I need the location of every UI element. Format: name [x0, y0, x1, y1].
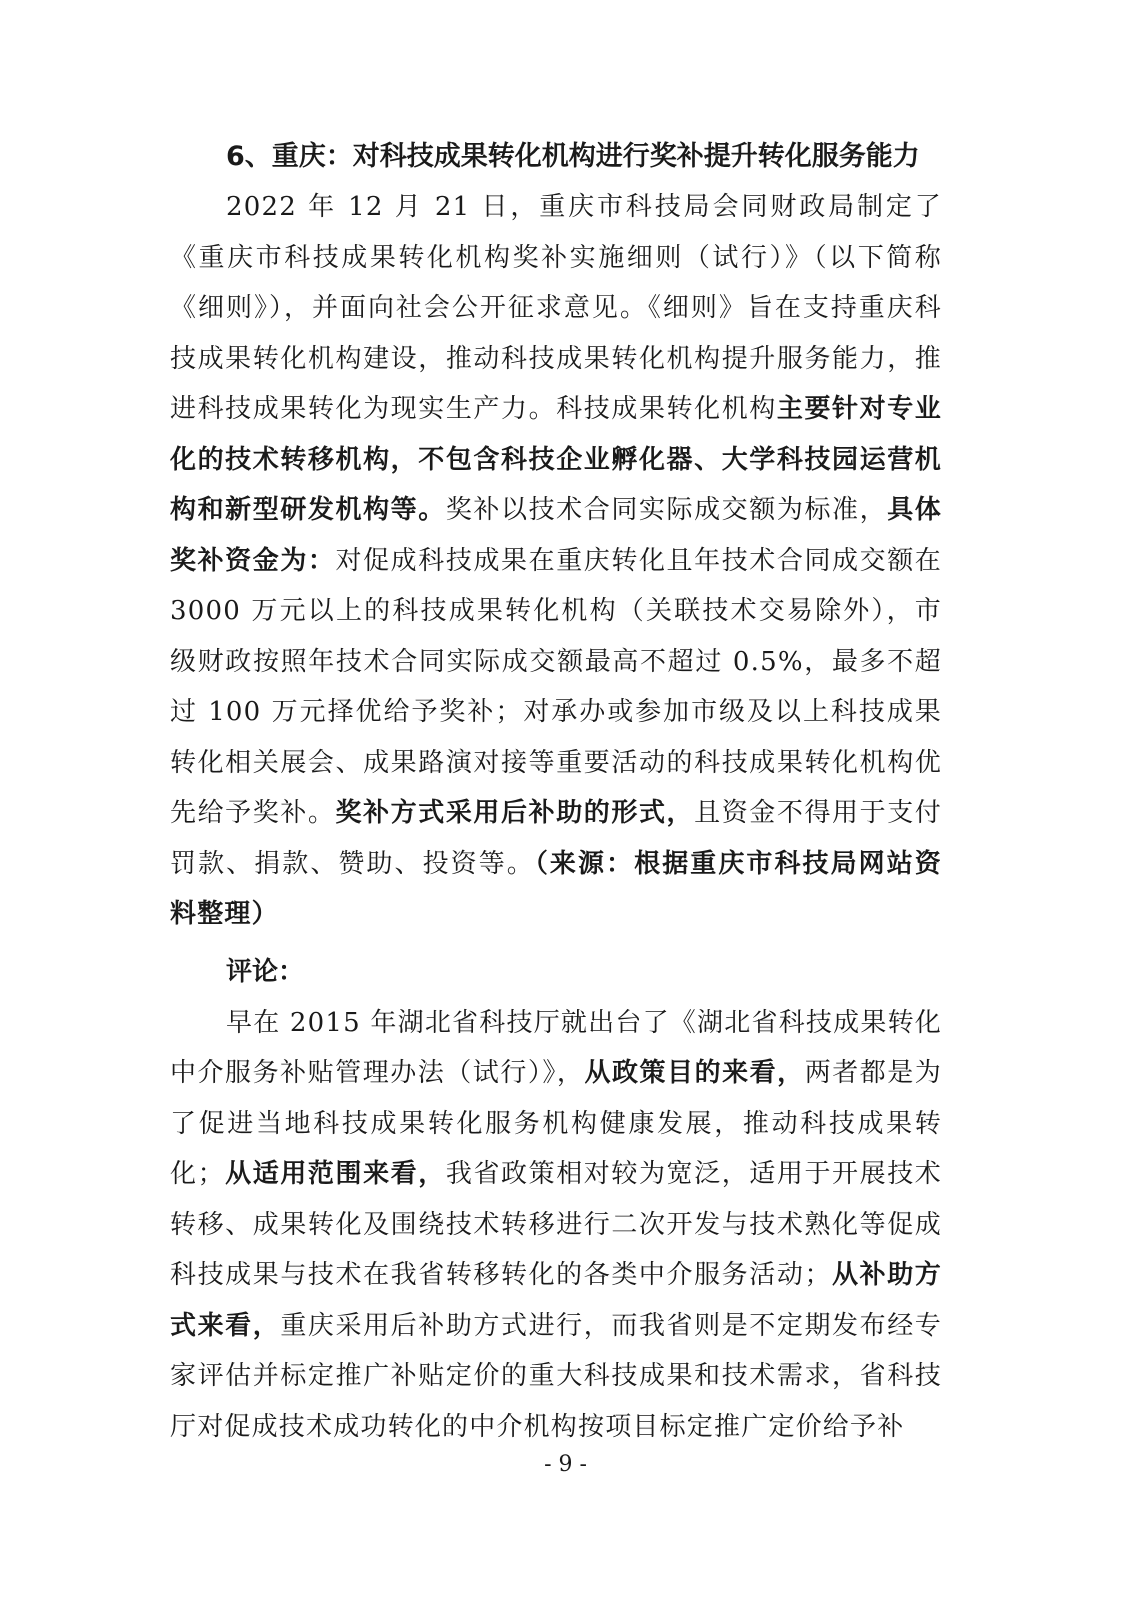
text-segment: 2022 年 12 月 21 日，重庆市科技局会同财政局制定了《重庆市科技成果转化机构奖补实施细则（试行）》（以下简称《细则》），并面向社会公开征求意见。《细则》旨在支持重庆科技成果转化机构建设，推动科技成果转化机构提升服务能力，推进科技成果转化为现实生产力。科技成果转化机构 [170, 192, 942, 424]
bold-text-segment: 从适用范围来看， [224, 1159, 446, 1189]
paragraph-policy [170, 182, 942, 940]
bold-text-segment: 从补助方式来看， [170, 1260, 942, 1341]
comment-label: 评论： [226, 956, 305, 987]
bold-text-segment: 从政策目的来看， [584, 1058, 805, 1088]
text-segment: 两者都是为了促进当地科技成果转化服务机构健康发展，推动科技成果转化； [170, 1058, 942, 1189]
page-number: - 9 - [544, 1452, 587, 1477]
document-body [170, 132, 942, 1452]
section-heading: 6、重庆：对科技成果转化机构进行奖补提升转化服务能力 [226, 141, 920, 172]
text-segment: 我省政策相对较为宽泛，适用于开展技术转移、成果转化及围绕技术转移进行二次开发与技术熟化等促成科技成果与技术在我省转移转化的各类中介服务活动； [170, 1159, 942, 1290]
bold-text-segment: 具体奖补资金为： [170, 495, 942, 576]
text-segment: 早在 2015 年湖北省科技厅就出台了《湖北省科技成果转化中介服务补贴管理办法（试行）》， [170, 1007, 942, 1088]
paragraph-comment [170, 998, 942, 1453]
text-segment: 且资金不得用于支付罚款、捐款、赞助、投资等。 [170, 798, 942, 879]
text-segment: 对促成科技成果在重庆转化且年技术合同成交额在 3000 万元以上的科技成果转化机构（关联技术交易除外），市级财政按照年技术合同实际成交额最高不超过 0.5%，最多不超过 100 万元择优给予奖补；对承办或参加市级及以上科技成果转化相关展会、成果路演对接等重要活动的科技成果转化机构优先给予奖补。 [170, 545, 942, 828]
text-segment: 重庆采用后补助方式进行，而我省则是不定期发布经专家评估并标定推广补贴定价的重大科技成果和技术需求，省科技厅对促成技术成功转化的中介机构按项目标定推广定价给予补 [170, 1310, 942, 1442]
bold-text-segment: 奖补方式采用后补助的形式， [335, 798, 695, 828]
bold-text-segment: （来源：根据重庆市科技局网站资料整理） [170, 848, 942, 929]
bold-text-segment: 主要针对专业化的技术转移机构，不包含科技企业孵化器、大学科技园运营机构和新型研发机构等。 [170, 394, 942, 525]
text-segment: 奖补以技术合同实际成交额为标准， [445, 495, 888, 525]
